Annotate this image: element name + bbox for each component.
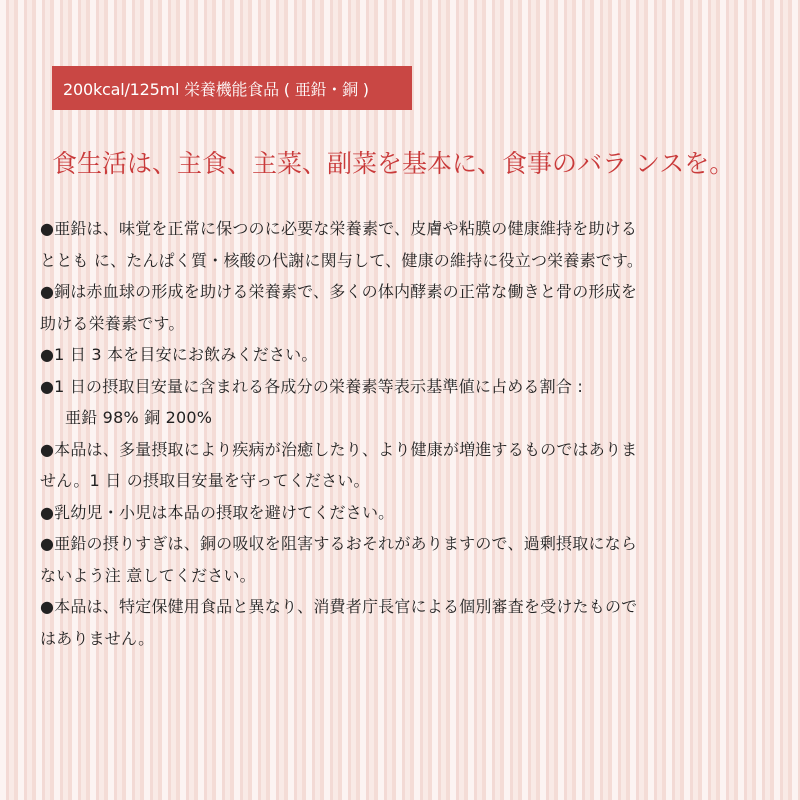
headline: 食生活は、主食、主菜、副菜を基本に、食事のバラ ンスを。 [52,149,735,178]
category-badge: 200kcal/125ml 栄養機能食品 ( 亜鉛・銅 ) [52,66,412,110]
text-line: 助ける栄養素です。 [40,313,185,333]
text-line: ●乳幼児・小児は本品の摂取を避けてください。 [40,502,395,522]
text-line: ●1 日 3 本を目安にお飲みください。 [40,345,318,364]
text-line: ●本品は、多量摂取により疾病が治癒したり、より健康が増進するものではありま [40,439,638,459]
text-line-percentages: 亜鉛 98% 銅 200% [65,408,213,427]
text-line: ●亜鉛の摂りすぎは、銅の吸収を阻害するおそれがありますので、過剰摂取になら [40,534,638,553]
text-line: ととも に、たんぱく質・核酸の代謝に関与して、健康の維持に役立つ栄養素です。 [40,250,644,270]
text-line: ないよう注 意してください。 [40,565,256,585]
text-line: ●銅は赤血球の形成を助ける栄養素で、多くの体内酵素の正常な働きと骨の形成を [40,282,638,301]
text-line: ●1 日の摂取目安量に含まれる各成分の栄養素等表示基準値に占める割合 : [40,376,583,396]
notice-text [40,213,760,654]
text-line: ●本品は、特定保健用食品と異なり、消費者庁長官による個別審査を受けたもので [40,597,638,616]
text-line: はありません。 [40,628,155,648]
text-line: ●亜鉛は、味覚を正常に保つのに必要な栄養素で、皮膚や粘膜の健康維持を助ける [40,219,638,238]
text-line: せん。1 日 の摂取目安量を守ってください。 [40,471,370,490]
